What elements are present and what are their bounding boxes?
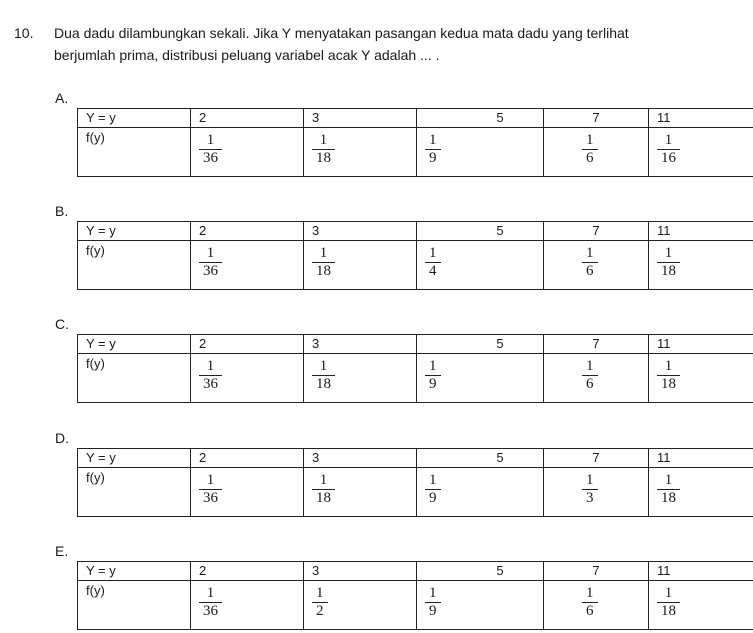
fraction-numerator: 1 bbox=[586, 358, 594, 374]
value-cell bbox=[417, 109, 544, 128]
probability-cell bbox=[649, 241, 753, 290]
probability-cell bbox=[417, 354, 544, 403]
fraction bbox=[425, 358, 441, 393]
value-cell bbox=[417, 449, 544, 468]
value-cell bbox=[191, 109, 304, 128]
fraction-denominator: 9 bbox=[429, 490, 437, 506]
fraction bbox=[199, 132, 222, 167]
fraction-numerator: 1 bbox=[664, 472, 673, 488]
header-f-cell bbox=[78, 468, 191, 517]
value-cell bbox=[191, 449, 304, 468]
value-text: 3 bbox=[312, 110, 320, 125]
fraction-numerator: 1 bbox=[586, 245, 594, 261]
header-f-text: f(y) bbox=[86, 583, 105, 598]
value-text: 2 bbox=[199, 223, 207, 238]
option-label-c[interactable]: C. bbox=[55, 316, 69, 332]
probability-cell bbox=[649, 354, 753, 403]
probability-cell bbox=[191, 241, 304, 290]
fraction-denominator: 18 bbox=[316, 150, 331, 166]
probability-cell bbox=[304, 468, 417, 517]
value-cell bbox=[544, 562, 649, 581]
probability-cell bbox=[649, 581, 753, 630]
probability-cell bbox=[191, 468, 304, 517]
value-cell bbox=[191, 562, 304, 581]
value-cell bbox=[304, 222, 417, 241]
table-row-values bbox=[78, 562, 753, 581]
fraction-numerator: 1 bbox=[319, 245, 328, 261]
probability-cell bbox=[544, 581, 649, 630]
value-text: 7 bbox=[592, 110, 600, 125]
fraction-denominator: 6 bbox=[586, 376, 594, 392]
value-text: 7 bbox=[592, 563, 600, 578]
probability-cell bbox=[417, 241, 544, 290]
fraction bbox=[199, 472, 222, 507]
fraction-denominator: 4 bbox=[429, 263, 437, 279]
fraction-denominator: 18 bbox=[661, 376, 676, 392]
fraction bbox=[425, 132, 441, 167]
header-f-cell bbox=[78, 128, 191, 177]
fraction-numerator: 1 bbox=[429, 472, 437, 488]
fraction-numerator: 1 bbox=[319, 358, 328, 374]
fraction bbox=[199, 585, 222, 620]
probability-cell bbox=[304, 581, 417, 630]
table-row-probabilities bbox=[78, 468, 753, 517]
probability-cell bbox=[649, 128, 753, 177]
table-row-probabilities bbox=[78, 128, 753, 177]
fraction-numerator: 1 bbox=[429, 245, 437, 261]
fraction-numerator: 1 bbox=[429, 132, 437, 148]
value-text: 5 bbox=[496, 110, 504, 125]
value-cell bbox=[304, 109, 417, 128]
table-row-probabilities bbox=[78, 241, 753, 290]
fraction-numerator: 1 bbox=[206, 245, 215, 261]
fraction-denominator: 6 bbox=[586, 150, 594, 166]
probability-cell bbox=[544, 354, 649, 403]
header-f-text: f(y) bbox=[86, 130, 105, 145]
value-cell bbox=[417, 562, 544, 581]
fraction-denominator: 36 bbox=[203, 603, 218, 619]
value-text: 7 bbox=[592, 450, 600, 465]
header-f-text: f(y) bbox=[86, 356, 105, 371]
fraction bbox=[582, 358, 598, 393]
table-row-probabilities bbox=[78, 354, 753, 403]
fraction bbox=[657, 358, 680, 393]
fraction-numerator: 1 bbox=[664, 245, 673, 261]
fraction-numerator: 1 bbox=[316, 585, 324, 601]
fraction-numerator: 1 bbox=[664, 132, 673, 148]
fraction bbox=[312, 132, 335, 167]
option-label-b[interactable]: B. bbox=[55, 203, 69, 219]
probability-cell bbox=[417, 581, 544, 630]
fraction-denominator: 6 bbox=[586, 263, 594, 279]
fraction-denominator: 18 bbox=[661, 263, 676, 279]
value-cell bbox=[544, 335, 649, 354]
distribution-table bbox=[77, 561, 753, 630]
question-line-1: Dua dadu dilambungkan sekali. Jika Y menyatakan pasangan kedua mata dadu yang terlihat bbox=[54, 25, 629, 41]
value-cell bbox=[649, 335, 753, 354]
value-text: 11 bbox=[657, 223, 671, 238]
fraction-denominator: 18 bbox=[316, 263, 331, 279]
header-f-cell bbox=[78, 354, 191, 403]
fraction bbox=[199, 245, 222, 280]
probability-cell bbox=[304, 128, 417, 177]
distribution-table bbox=[77, 334, 753, 403]
fraction bbox=[425, 585, 441, 620]
fraction bbox=[425, 245, 441, 280]
fraction bbox=[582, 245, 598, 280]
value-text: 3 bbox=[312, 450, 320, 465]
value-text: 11 bbox=[657, 450, 671, 465]
header-y-cell: Y = y bbox=[78, 562, 191, 581]
value-text: 3 bbox=[312, 336, 320, 351]
table-row-values bbox=[78, 335, 753, 354]
header-y-cell: Y = y bbox=[78, 449, 191, 468]
value-text: 2 bbox=[199, 110, 207, 125]
fraction bbox=[312, 358, 335, 393]
header-f-cell bbox=[78, 241, 191, 290]
value-cell bbox=[304, 562, 417, 581]
fraction-denominator: 18 bbox=[316, 376, 331, 392]
fraction-denominator: 18 bbox=[661, 490, 676, 506]
probability-cell bbox=[304, 241, 417, 290]
value-text: 2 bbox=[199, 563, 207, 578]
value-text: 7 bbox=[592, 336, 600, 351]
fraction bbox=[312, 245, 335, 280]
fraction-numerator: 1 bbox=[206, 585, 215, 601]
fraction-numerator: 1 bbox=[664, 585, 673, 601]
question-number: 10. bbox=[14, 25, 34, 41]
fraction-numerator: 1 bbox=[586, 585, 594, 601]
probability-cell bbox=[191, 128, 304, 177]
fraction-denominator: 6 bbox=[586, 603, 594, 619]
value-text: 11 bbox=[657, 110, 671, 125]
value-cell bbox=[544, 449, 649, 468]
fraction bbox=[582, 472, 598, 507]
fraction-numerator: 1 bbox=[206, 358, 215, 374]
value-text: 2 bbox=[199, 450, 207, 465]
fraction-denominator: 36 bbox=[203, 263, 218, 279]
fraction-denominator: 18 bbox=[661, 603, 676, 619]
value-text: 2 bbox=[199, 336, 207, 351]
fraction-denominator: 36 bbox=[203, 490, 218, 506]
value-cell bbox=[649, 109, 753, 128]
option-label-e[interactable]: E. bbox=[55, 543, 69, 559]
distribution-table bbox=[77, 108, 753, 177]
probability-cell bbox=[544, 468, 649, 517]
header-f-text: f(y) bbox=[86, 243, 105, 258]
fraction bbox=[425, 472, 441, 507]
fraction-denominator: 9 bbox=[429, 376, 437, 392]
fraction bbox=[582, 132, 598, 167]
fraction-denominator: 36 bbox=[203, 376, 218, 392]
header-f-text: f(y) bbox=[86, 470, 105, 485]
fraction-denominator: 3 bbox=[586, 490, 594, 506]
fraction-denominator: 9 bbox=[429, 603, 437, 619]
fraction-numerator: 1 bbox=[319, 472, 328, 488]
header-f-cell bbox=[78, 581, 191, 630]
value-text: 5 bbox=[496, 563, 504, 578]
value-text: 5 bbox=[496, 223, 504, 238]
probability-cell bbox=[304, 354, 417, 403]
table-row-probabilities bbox=[78, 581, 753, 630]
fraction bbox=[582, 585, 598, 620]
value-cell bbox=[649, 222, 753, 241]
probability-cell bbox=[417, 128, 544, 177]
value-cell bbox=[649, 449, 753, 468]
fraction-denominator: 9 bbox=[429, 150, 437, 166]
question-text bbox=[54, 22, 734, 66]
value-text: 5 bbox=[496, 336, 504, 351]
question-line-2: berjumlah prima, distribusi peluang variabel acak Y adalah ... . bbox=[54, 47, 440, 63]
fraction-denominator: 2 bbox=[316, 603, 324, 619]
value-text: 3 bbox=[312, 223, 320, 238]
probability-cell bbox=[544, 128, 649, 177]
header-y-cell: Y = y bbox=[78, 109, 191, 128]
table-row-values bbox=[78, 222, 753, 241]
fraction bbox=[312, 585, 328, 620]
table-row-values bbox=[78, 109, 753, 128]
value-text: 11 bbox=[657, 563, 671, 578]
value-text: 5 bbox=[496, 450, 504, 465]
fraction bbox=[312, 472, 335, 507]
probability-cell bbox=[191, 354, 304, 403]
value-cell bbox=[544, 109, 649, 128]
value-cell bbox=[191, 335, 304, 354]
probability-cell bbox=[544, 241, 649, 290]
fraction-numerator: 1 bbox=[586, 132, 594, 148]
value-text: 11 bbox=[657, 336, 671, 351]
value-cell bbox=[417, 222, 544, 241]
probability-cell bbox=[417, 468, 544, 517]
header-y-cell: Y = y bbox=[78, 222, 191, 241]
value-cell bbox=[304, 449, 417, 468]
fraction-numerator: 1 bbox=[429, 585, 437, 601]
distribution-table bbox=[77, 221, 753, 290]
fraction bbox=[657, 585, 680, 620]
value-cell bbox=[417, 335, 544, 354]
fraction bbox=[657, 472, 680, 507]
fraction-denominator: 16 bbox=[661, 150, 676, 166]
fraction-numerator: 1 bbox=[206, 132, 215, 148]
fraction-numerator: 1 bbox=[664, 358, 673, 374]
value-text: 3 bbox=[312, 563, 320, 578]
probability-cell bbox=[191, 581, 304, 630]
probability-cell bbox=[649, 468, 753, 517]
value-cell bbox=[304, 335, 417, 354]
fraction-numerator: 1 bbox=[319, 132, 328, 148]
header-y-cell: Y = y bbox=[78, 335, 191, 354]
fraction-numerator: 1 bbox=[429, 358, 437, 374]
option-label-d[interactable]: D. bbox=[55, 430, 69, 446]
fraction bbox=[199, 358, 222, 393]
distribution-table bbox=[77, 448, 753, 517]
fraction-numerator: 1 bbox=[586, 472, 594, 488]
value-cell bbox=[649, 562, 753, 581]
option-label-a[interactable]: A. bbox=[55, 90, 69, 106]
value-text: 7 bbox=[592, 223, 600, 238]
value-cell bbox=[544, 222, 649, 241]
fraction-denominator: 18 bbox=[316, 490, 331, 506]
fraction-numerator: 1 bbox=[206, 472, 215, 488]
fraction bbox=[657, 245, 680, 280]
fraction bbox=[657, 132, 680, 167]
value-cell bbox=[191, 222, 304, 241]
fraction-denominator: 36 bbox=[203, 150, 218, 166]
table-row-values bbox=[78, 449, 753, 468]
